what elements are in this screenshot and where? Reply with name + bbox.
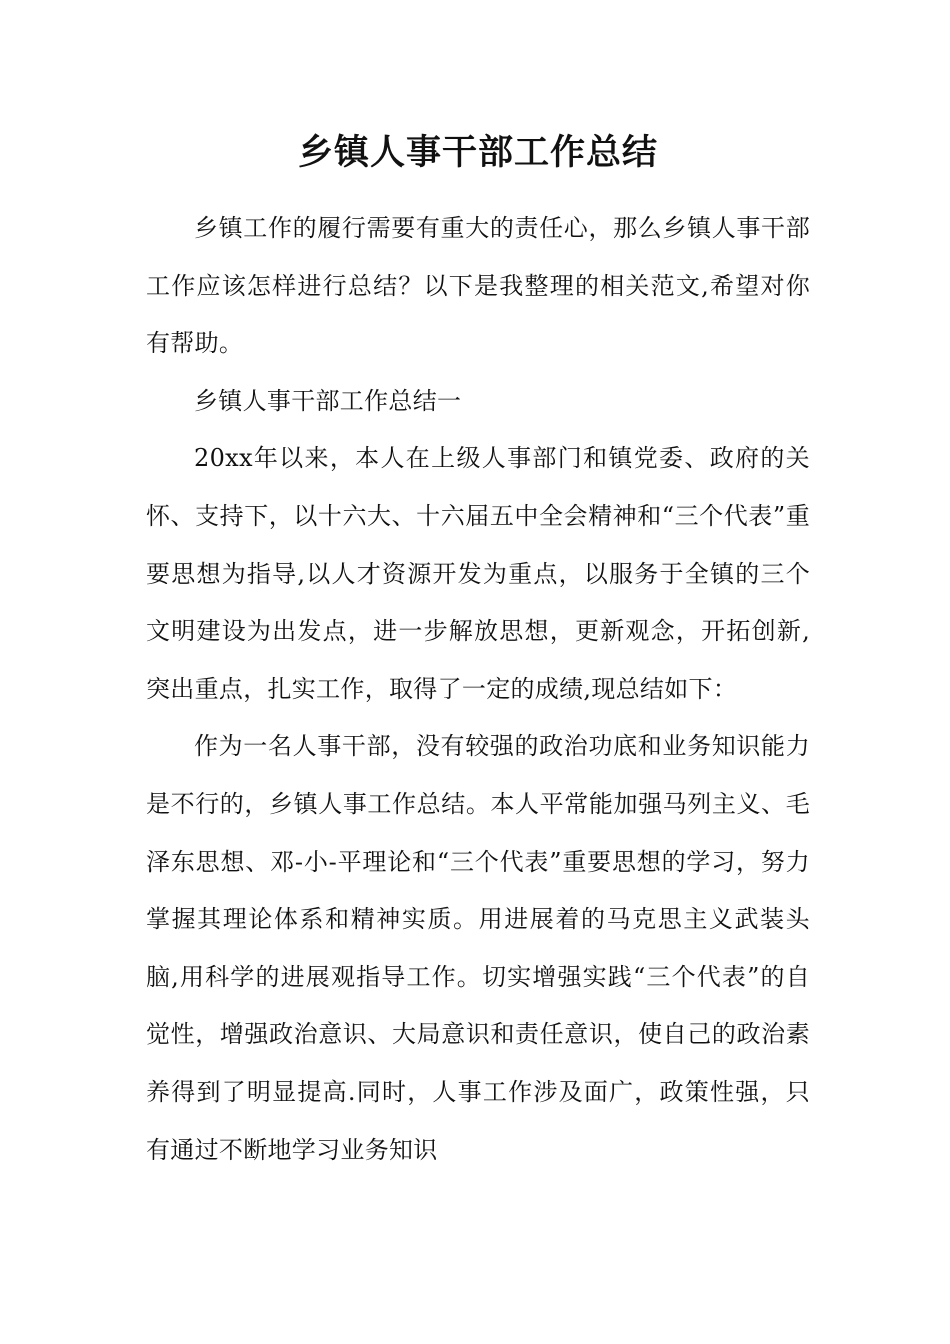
paragraph-overview: 20xx年以来，本人在上级人事部门和镇党委、政府的关怀、支持下，以十六大、十六届五中全会精神和“三个代表”重要思想为指导,以人才资源开发为重点，以服务于全镇的三个文明建设为出发点，进一步解放思想，更新观念，开拓创新,突出重点，扎实工作，取得了一定的成绩,现总结如下： <box>146 444 810 703</box>
document-title: 乡镇人事干部工作总结 <box>297 132 658 173</box>
section-heading: 乡镇人事干部工作总结一 <box>194 386 462 415</box>
paragraph-intro: 乡镇工作的履行需要有重大的责任心，那么乡镇人事干部工作应该怎样进行总结？以下是我整理的相关范文,希望对你有帮助。 <box>146 214 810 358</box>
paragraph-study: 作为一名人事干部，没有较强的政治功底和业务知识能力是不行的，乡镇人事工作总结。本人平常能加强马列主义、毛泽东思想、邓-小-平理论和“三个代表”重要思想的学习，努力掌握其理论体系和精神实质。用进展着的马克思主义武装头脑,用科学的进展观指导工作。切实增强实践“三个代表”的自觉性，增强政治意识、大局意识和责任意识，使自己的政治素养得到了明显提高.同时，人事工作涉及面广，政策性强，只有通过不断地学习业务知识 <box>146 732 810 1164</box>
